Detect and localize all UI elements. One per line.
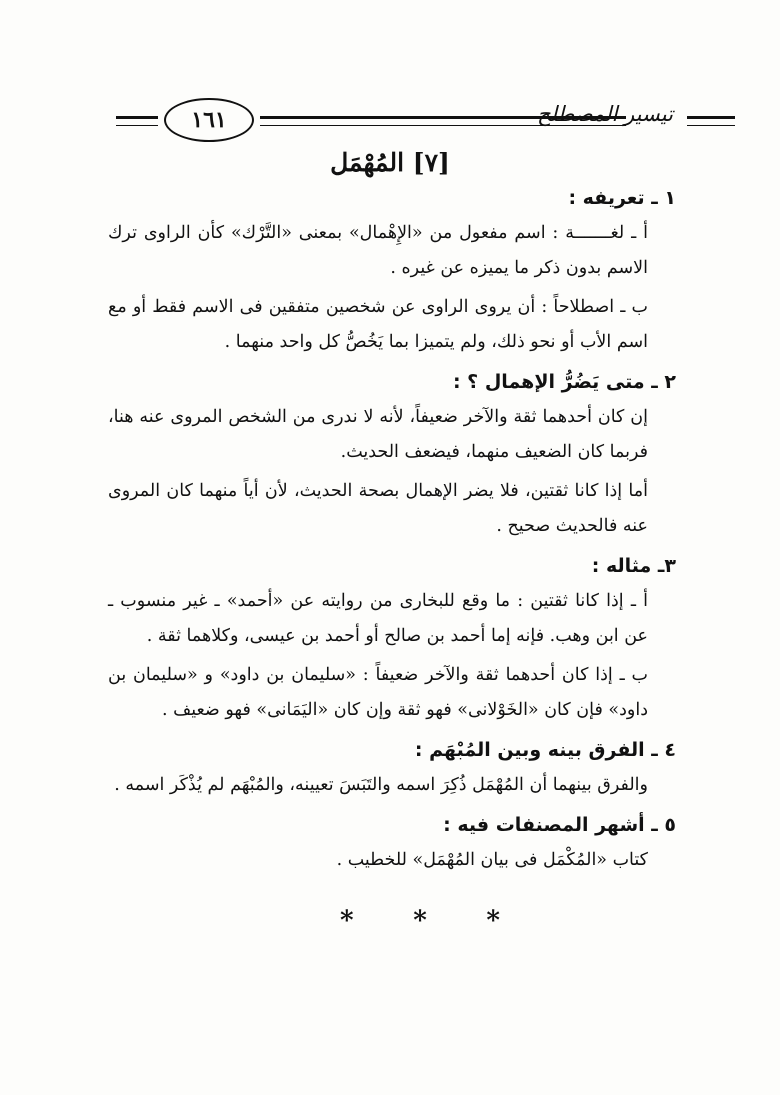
- section-heading: ٣ـ مثاله :: [591, 555, 676, 577]
- running-title: تيسير المصطلح: [537, 102, 673, 126]
- chapter-title: [٧] المُهْمَل: [330, 148, 450, 177]
- section-when-harmful: [108, 364, 676, 544]
- paragraph: ب ـ اصطلاحاً : أن يروى الراوى عن شخصين متفقين فى الاسم فقط أو مع اسم الأب أو نحو ذلك، ولم يتميزا بما يَخُصُّ كل واحد منهما .: [108, 297, 648, 352]
- section-works: [108, 807, 676, 878]
- section-heading: ٢ ـ متى يَضُرُّ الإهمال ؟ :: [452, 371, 676, 393]
- header-rule-right: [687, 116, 735, 126]
- end-ornament: [340, 906, 500, 936]
- section-heading: ٥ ـ أشهر المصنفات فيه :: [443, 814, 676, 836]
- header-rule-left: [116, 116, 158, 126]
- page-body: [108, 180, 676, 882]
- page-number: ١٦١: [164, 98, 254, 142]
- section-difference: [108, 732, 676, 803]
- paragraph: أ ـ إذا كانا ثقتين : ما وقع للبخارى من روايته عن «أحمد» ـ غير منسوب ـ عن ابن وهب. فإنه إما أحمد بن صالح أو أحمد بن عيسى، وكلاهما ثقة .: [108, 591, 648, 646]
- paragraph: إن كان أحدهما ثقة والآخر ضعيفاً، لأنه لا ندرى من الشخص المروى عنه هنا، فربما كان الضعيف منهما، فيضعف الحديث.: [108, 407, 648, 462]
- asterisk-mark: *: [413, 906, 427, 936]
- section-example: [108, 548, 676, 728]
- asterisk-mark: *: [486, 906, 500, 936]
- section-heading: ١ ـ تعريفه :: [568, 187, 676, 209]
- section-definition: [108, 180, 676, 360]
- section-heading: ٤ ـ الفرق بينه وبين المُبْهَم :: [414, 739, 676, 761]
- asterisk-mark: *: [340, 906, 354, 936]
- paragraph: كتاب «المُكْمَل فى بيان المُهْمَل» للخطيب .: [336, 850, 648, 870]
- paragraph: ب ـ إذا كان أحدهما ثقة والآخر ضعيفاً : «سليمان بن داود» و «سليمان بن داود» فإن كان «الخَوْلانى» فهو ثقة وإن كان «اليَمَانى» فهو ضعيف .: [108, 665, 648, 720]
- paragraph: والفرق بينهما أن المُهْمَل ذُكِرَ اسمه والتَبَسَ تعيينه، والمُبْهَم لم يُذْكَر اسمه .: [114, 775, 648, 795]
- paragraph: أ ـ لغـــــــة : اسم مفعول من «الإِهْمال» بمعنى «التَّرْك» كأن الراوى ترك الاسم بدون ذكر ما يميزه عن غيره .: [108, 223, 648, 278]
- paragraph: أما إذا كانا ثقتين، فلا يضر الإهمال بصحة الحديث، لأن أياً منهما كان المروى عنه فالحديث صحيح .: [108, 481, 648, 536]
- page-header: [112, 96, 722, 142]
